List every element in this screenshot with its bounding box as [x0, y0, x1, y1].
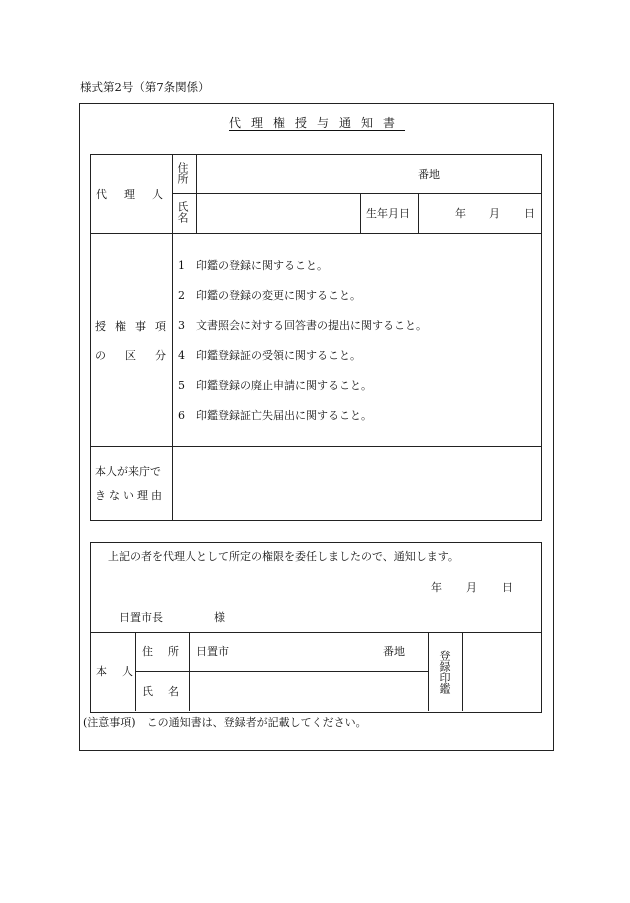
notice-addressee: 日置市長: [119, 611, 163, 624]
principal-seal-label: 登録印鑑: [438, 650, 451, 694]
principal-address-prefix: 日置市: [196, 645, 229, 658]
agent-address-suffix: 番地: [418, 168, 440, 181]
notice-statement: 上記の者を代理人として所定の権限を委任しましたので、通知します。: [108, 550, 459, 563]
form-number: 様式第2号（第7条関係）: [80, 80, 210, 94]
agent-dob-day: 日: [524, 207, 535, 220]
notice-year: 年: [431, 581, 442, 594]
authority-label-line2: の 区 分: [95, 349, 170, 362]
principal-address-suffix: 番地: [383, 645, 405, 658]
agent-dob-label: 生年月日: [366, 207, 410, 220]
authority-item: 5 印鑑登録の廃止申請に関すること。: [178, 379, 372, 392]
notice-day: 日: [502, 581, 513, 594]
notice-honorific: 様: [214, 611, 225, 624]
reason-field[interactable]: [173, 447, 540, 519]
agent-address-field[interactable]: [197, 155, 540, 193]
agent-name-field[interactable]: [197, 194, 359, 233]
reason-label-line1: 本人が来庁で: [95, 465, 161, 478]
authority-item: 2 印鑑の登録の変更に関すること。: [178, 289, 361, 302]
authority-label-line1: 授権事項: [95, 320, 175, 333]
form-title: 代理権授与通知書: [229, 116, 406, 130]
agent-dob-month: 月: [489, 207, 500, 220]
principal-address-field[interactable]: [240, 634, 380, 670]
authority-item: 6 印鑑登録証亡失届出に関すること。: [178, 409, 372, 422]
notice-month: 月: [466, 581, 477, 594]
agent-name-label: 氏名: [176, 201, 189, 223]
principal-name-field[interactable]: [190, 672, 427, 710]
note-text: (注意事項) この通知書は、登録者が記載してください。: [83, 716, 367, 729]
principal-seal-box[interactable]: [463, 633, 540, 710]
agent-dob-year: 年: [455, 207, 466, 220]
agent-label: 代 理 人: [96, 188, 166, 201]
reason-label-line2: きない理由: [95, 489, 165, 502]
authority-item: 4 印鑑登録証の受領に関すること。: [178, 349, 361, 362]
principal-label: 本 人: [96, 665, 135, 678]
authority-item: 3 文書照会に対する回答書の提出に関すること。: [178, 319, 427, 332]
principal-name-label: 氏 名: [142, 685, 181, 698]
principal-address-label: 住 所: [142, 645, 181, 658]
authority-item: 1 印鑑の登録に関すること。: [178, 259, 328, 272]
agent-address-label: 住所: [176, 162, 189, 184]
